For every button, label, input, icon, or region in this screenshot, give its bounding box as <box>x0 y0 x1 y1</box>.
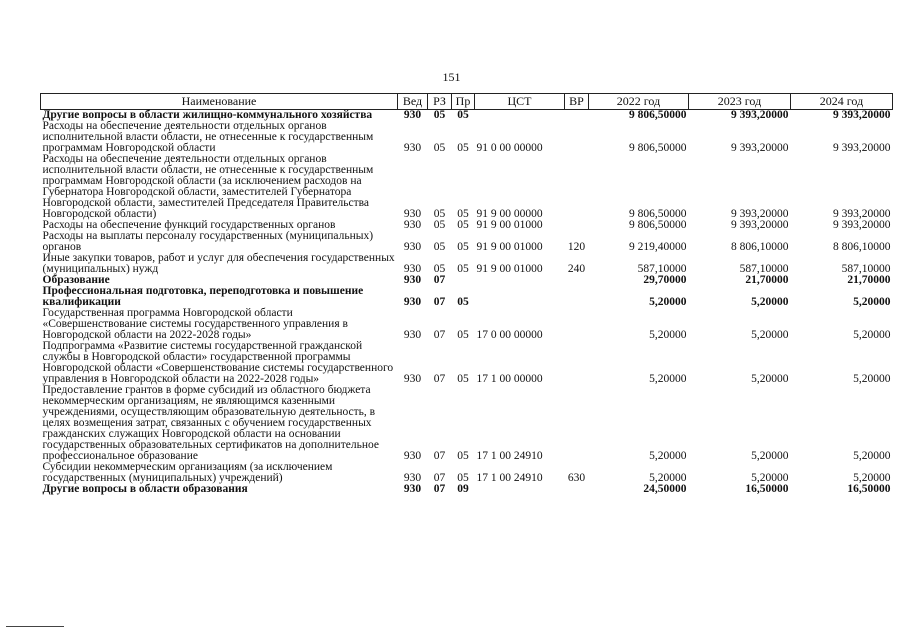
row-vr <box>565 220 589 231</box>
row-name: Расходы на выплаты персоналу государственных (муниципальных) органов <box>42 230 374 253</box>
row-ved: 930 <box>403 472 422 484</box>
row-vr <box>565 121 589 154</box>
row-cst <box>475 110 565 122</box>
row-pr: 05 <box>457 296 469 308</box>
row-2024: 9 393,20000 <box>833 109 891 121</box>
row-vr <box>565 286 589 308</box>
row-name: Образование <box>42 274 110 286</box>
row-pr <box>452 275 475 286</box>
row-2024: 5,20000 <box>853 296 891 308</box>
header-2022: 2022 год <box>589 94 689 110</box>
row-pr: 05 <box>457 373 469 385</box>
row-ved: 930 <box>403 263 422 275</box>
row-cst <box>475 275 565 286</box>
row-ved: 930 <box>403 208 422 220</box>
row-2022: 9 806,50000 <box>629 142 687 154</box>
row-2023: 16,50000 <box>745 483 789 495</box>
row-name: Подпрограмма «Развитие системы государственной гражданской службы в Новгородской области» государственной программы Новгородской области «Совершенствование системы государственного управления в Новгородской области на 2022-2028 годы» <box>42 340 394 385</box>
row-2023: 5,20000 <box>751 450 789 462</box>
row-vr: 120 <box>567 241 586 253</box>
row-cst: 17 1 00 24910 <box>476 450 543 462</box>
row-2023: 9 393,20000 <box>731 109 789 121</box>
row-2022: 9 806,50000 <box>629 219 687 231</box>
row-name: Профессиональная подготовка, переподготовка и повышение квалификации <box>42 285 364 308</box>
row-2023: 8 806,10000 <box>731 241 789 253</box>
row-2023: 587,10000 <box>739 263 789 275</box>
row-vr <box>565 341 589 385</box>
table-header-row <box>41 94 893 110</box>
header-name: Наименование <box>41 94 398 110</box>
header-vr: ВР <box>565 94 589 110</box>
row-ved: 930 <box>403 329 422 341</box>
row-cst: 91 9 00 01000 <box>476 219 543 231</box>
row-rz: 05 <box>433 109 446 121</box>
row-cst: 17 1 00 00000 <box>476 373 543 385</box>
row-2024: 5,20000 <box>853 450 891 462</box>
row-2024: 21,70000 <box>847 274 891 286</box>
row-rz: 05 <box>433 241 446 253</box>
row-cst: 17 0 00 00000 <box>476 329 543 341</box>
table-row <box>41 462 893 484</box>
table-row <box>41 121 893 154</box>
row-2023: 9 393,20000 <box>731 208 789 220</box>
header-pr: Пр <box>452 94 475 110</box>
budget-table <box>40 93 893 495</box>
row-ved: 930 <box>403 241 422 253</box>
row-ved: 930 <box>403 483 422 495</box>
row-2024: 587,10000 <box>841 263 891 275</box>
row-vr <box>565 308 589 341</box>
row-2023: 5,20000 <box>751 472 789 484</box>
table-row <box>41 385 893 462</box>
row-2022: 9 806,50000 <box>629 109 687 121</box>
row-vr: 240 <box>567 263 586 275</box>
header-2023: 2023 год <box>689 94 791 110</box>
row-2024: 5,20000 <box>853 472 891 484</box>
row-pr: 05 <box>457 109 469 121</box>
row-name: Расходы на обеспечение деятельности отдельных органов исполнительной власти области, не отнесенные к государственным программам Новгородской области (за исключением расходов на Губернатора Новгородской области, заместителей Губернатора Новгородской области, заместителей Председателя Правительства Новгородской области) <box>42 153 374 220</box>
row-name: Другие вопросы в области образования <box>42 483 248 495</box>
row-2023: 5,20000 <box>751 296 789 308</box>
row-pr: 05 <box>457 472 469 484</box>
row-rz: 07 <box>433 373 446 385</box>
row-name: Расходы на обеспечение деятельности отдельных органов исполнительной власти области, не отнесенные к государственным программам Новгородской области <box>42 120 374 154</box>
header-rz: РЗ <box>428 94 452 110</box>
row-cst: 91 9 00 01000 <box>476 241 543 253</box>
header-ved: Вед <box>398 94 428 110</box>
row-pr: 05 <box>457 450 469 462</box>
row-name: Государственная программа Новгородской области «Совершенствование системы государственного управления в Новгородской области на 2022-2028 годы» <box>42 307 348 341</box>
row-pr: 05 <box>457 208 469 220</box>
row-2024: 8 806,10000 <box>833 241 891 253</box>
row-name: Расходы на обеспечение функций государственных органов <box>42 219 336 231</box>
row-ved: 930 <box>403 373 422 385</box>
table-row <box>41 308 893 341</box>
table-row <box>41 253 893 275</box>
row-2022: 9 219,40000 <box>629 241 687 253</box>
row-2024: 9 393,20000 <box>833 142 891 154</box>
row-rz: 05 <box>433 263 446 275</box>
row-cst: 91 9 00 00000 <box>476 208 543 220</box>
row-rz: 07 <box>433 483 446 495</box>
row-2023: 21,70000 <box>745 274 789 286</box>
row-vr: 630 <box>567 472 586 484</box>
row-rz: 07 <box>433 296 446 308</box>
row-vr <box>565 154 589 220</box>
row-rz: 07 <box>433 472 446 484</box>
row-cst: 91 9 00 01000 <box>476 263 543 275</box>
row-ved: 930 <box>403 296 422 308</box>
row-ved: 930 <box>403 142 422 154</box>
row-ved: 930 <box>403 450 422 462</box>
row-2023: 9 393,20000 <box>731 142 789 154</box>
row-2022: 5,20000 <box>649 472 687 484</box>
row-2022: 5,20000 <box>649 450 687 462</box>
row-rz: 07 <box>433 329 446 341</box>
row-2022: 5,20000 <box>649 373 687 385</box>
row-2023: 5,20000 <box>751 373 789 385</box>
row-cst <box>475 484 565 495</box>
header-cst: ЦСТ <box>475 94 565 110</box>
row-rz: 07 <box>433 274 446 286</box>
row-name: Субсидии некоммерческим организациям (за исключением государственных (муниципальных) учреждений) <box>42 461 333 484</box>
row-2023: 9 393,20000 <box>731 219 789 231</box>
row-rz: 07 <box>433 450 446 462</box>
row-ved: 930 <box>403 219 422 231</box>
row-pr: 05 <box>457 241 469 253</box>
row-2024: 9 393,20000 <box>833 208 891 220</box>
row-name: Иные закупки товаров, работ и услуг для обеспечения государственных (муниципальных) нужд <box>42 252 395 275</box>
row-name: Другие вопросы в области жилищно-коммунального хозяйства <box>42 109 373 121</box>
row-2022: 587,10000 <box>637 263 687 275</box>
table-row <box>41 154 893 220</box>
table-body <box>41 110 893 496</box>
row-pr: 09 <box>457 483 469 495</box>
table-row <box>41 341 893 385</box>
table-row <box>41 231 893 253</box>
row-pr: 05 <box>457 219 469 231</box>
table-row <box>41 286 893 308</box>
row-cst: 91 0 00 00000 <box>476 142 543 154</box>
row-vr <box>565 385 589 462</box>
row-2024: 9 393,20000 <box>833 219 891 231</box>
row-cst <box>475 286 565 308</box>
row-2023: 5,20000 <box>751 329 789 341</box>
row-cst: 17 1 00 24910 <box>476 472 543 484</box>
row-rz: 05 <box>433 142 446 154</box>
row-pr: 05 <box>457 329 469 341</box>
row-2022: 24,50000 <box>643 483 687 495</box>
row-name: Предоставление грантов в форме субсидий из областного бюджета некоммерческим организациям, не являющимся казенными учреждениями, осуществляющим образовательную деятельность, в целях возмещения затрат, связанных с обучением государственных гражданских служащих Новгородской области на основании государственных образовательных сертификатов на дополнительное профессиональное образование <box>42 384 379 462</box>
row-2022: 29,70000 <box>643 274 687 286</box>
row-vr <box>565 110 589 122</box>
row-pr: 05 <box>457 263 469 275</box>
page-number: 151 <box>442 70 461 84</box>
row-ved: 930 <box>403 109 422 121</box>
header-2024: 2024 год <box>791 94 893 110</box>
row-2022: 5,20000 <box>649 329 687 341</box>
row-2022: 9 806,50000 <box>629 208 687 220</box>
row-2024: 5,20000 <box>853 329 891 341</box>
footer-rule <box>6 626 64 627</box>
row-2022: 5,20000 <box>649 296 687 308</box>
row-rz: 05 <box>433 208 446 220</box>
row-ved: 930 <box>403 274 422 286</box>
row-rz: 05 <box>433 219 446 231</box>
row-2024: 16,50000 <box>847 483 891 495</box>
row-vr <box>565 275 589 286</box>
table-row <box>41 484 893 495</box>
row-vr <box>565 484 589 495</box>
row-2024: 5,20000 <box>853 373 891 385</box>
row-pr: 05 <box>457 142 469 154</box>
